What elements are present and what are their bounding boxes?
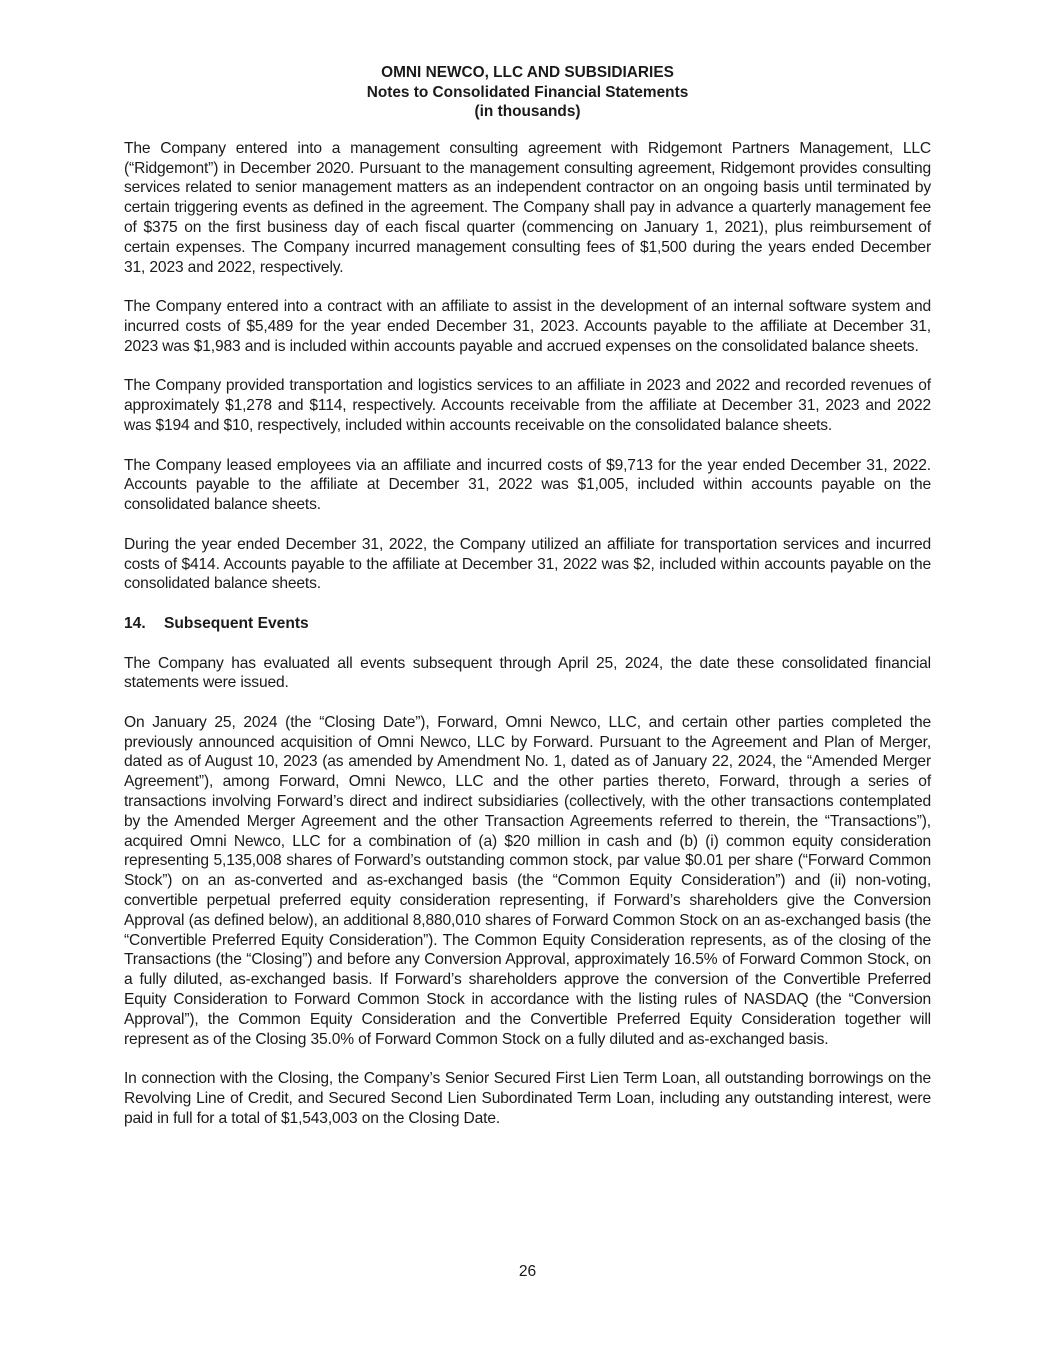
paragraph-ridgemont-agreement: The Company entered into a management consulting agreement with Ridgemont Partners Management, LLC (“Ridgemont”) in December 2020. Pursuant to the management consulting agreement, Ridgemont provides consulting services related to senior management matters as an independent contractor on an ongoing basis until terminated by certain triggering events as defined in the agreement. The Company shall pay in advance a quarterly management fee of $375 on the first business day of each fiscal quarter (commencing on January 1, 2021), plus reimbursement of certain expenses. The Company incurred management consulting fees of $1,500 during the years ended December 31, 2023 and 2022, respectively. [124, 139, 931, 276]
paragraph-loan-repayment: In connection with the Closing, the Company’s Senior Secured First Lien Term Loan, all outstanding borrowings on the Revolving Line of Credit, and Secured Second Lien Subordinated Term Loan, including any outstanding interest, were paid in full for a total of $1,543,003 on the Closing Date. [124, 1070, 931, 1127]
document-page [124, 63, 931, 1148]
page-number: 26 [518, 1263, 537, 1280]
section-title: Subsequent Events [164, 614, 309, 632]
document-title: Notes to Consolidated Financial Statements [366, 83, 689, 101]
paragraph-software-contract: The Company entered into a contract with an affiliate to assist in the development of an internal software system and incurred costs of $5,489 for the year ended December 31, 2023. Accounts payable to the affiliate at December 31, 2023 was $1,983 and is included within accounts payable and accrued expenses on the consolidated balance sheets. [124, 298, 931, 355]
paragraph-leased-employees: The Company leased employees via an affiliate and incurred costs of $9,713 for the year ended December 31, 2022. Accounts payable to the affiliate at December 31, 2022 was $1,005, included within accounts payable on the consolidated balance sheets. [124, 456, 931, 514]
document-subtitle: (in thousands) [474, 103, 581, 121]
paragraph-evaluation-date: The Company has evaluated all events subsequent through April 25, 2024, the date these consolidated financial statements were issued. [124, 654, 931, 692]
paragraph-transportation-revenue: The Company provided transportation and logistics services to an affiliate in 2023 and 2022 and recorded revenues of approximately $1,278 and $114, respectively. Accounts receivable from the affiliate at December 31, 2023 and 2022 was $194 and $10, respectively, included within accounts receivable on the consolidated balance sheets. [124, 377, 931, 434]
section-number: 14. [124, 614, 146, 632]
document-header [124, 63, 931, 122]
company-name: OMNI NEWCO, LLC AND SUBSIDIARIES [381, 64, 674, 81]
paragraph-acquisition: On January 25, 2024 (the “Closing Date”), Forward, Omni Newco, LLC, and certain other parties completed the previously announced acquisition of Omni Newco, LLC by Forward. Pursuant to the Agreement and Plan of Merger, dated as of August 10, 2023 (as amended by Amendment No. 1, dated as of January 22, 2024, the “Amended Merger Agreement”), among Forward, Omni Newco, LLC and the other parties thereto, Forward, through a series of transactions involving Forward’s direct and indirect subsidiaries (collectively, with the other transactions contemplated by the Amended Merger Agreement and the other Transaction Agreements referred to therein, the “Transactions”), acquired Omni Newco, LLC for a combination of (a) $20 million in cash and (b) (i) common equity consideration representing 5,135,008 shares of Forward’s outstanding common stock, par value $0.01 per share (“Forward Common Stock”) on an as-converted and as-exchanged basis (the “Common Equity Consideration”) and (ii) non-voting, convertible perpetual preferred equity consideration representing, if Forward’s shareholders give the Conversion Approval (as defined below), an additional 8,880,010 shares of Forward Common Stock on an as-exchanged basis (the “Convertible Preferred Equity Consideration”). The Common Equity Consideration represents, as of the closing of the Transactions (the “Closing”) and before any Conversion Approval, approximately 16.5% of Forward Common Stock, on a fully diluted, as-exchanged basis. If Forward’s shareholders approve the conversion of the Convertible Preferred Equity Consideration to Forward Common Stock in accordance with the listing rules of NASDAQ (the “Conversion Approval”), the Common Equity Consideration and the Convertible Preferred Equity Consideration together will represent as of the Closing 35.0% of Forward Common Stock on a fully diluted and as-exchanged basis. [124, 713, 931, 1048]
paragraph-transportation-costs: During the year ended December 31, 2022, the Company utilized an affiliate for transportation services and incurred costs of $414. Accounts payable to the affiliate at December 31, 2022 was $2, included within accounts payable on the consolidated balance sheets. [124, 535, 931, 593]
section-heading [124, 614, 931, 634]
